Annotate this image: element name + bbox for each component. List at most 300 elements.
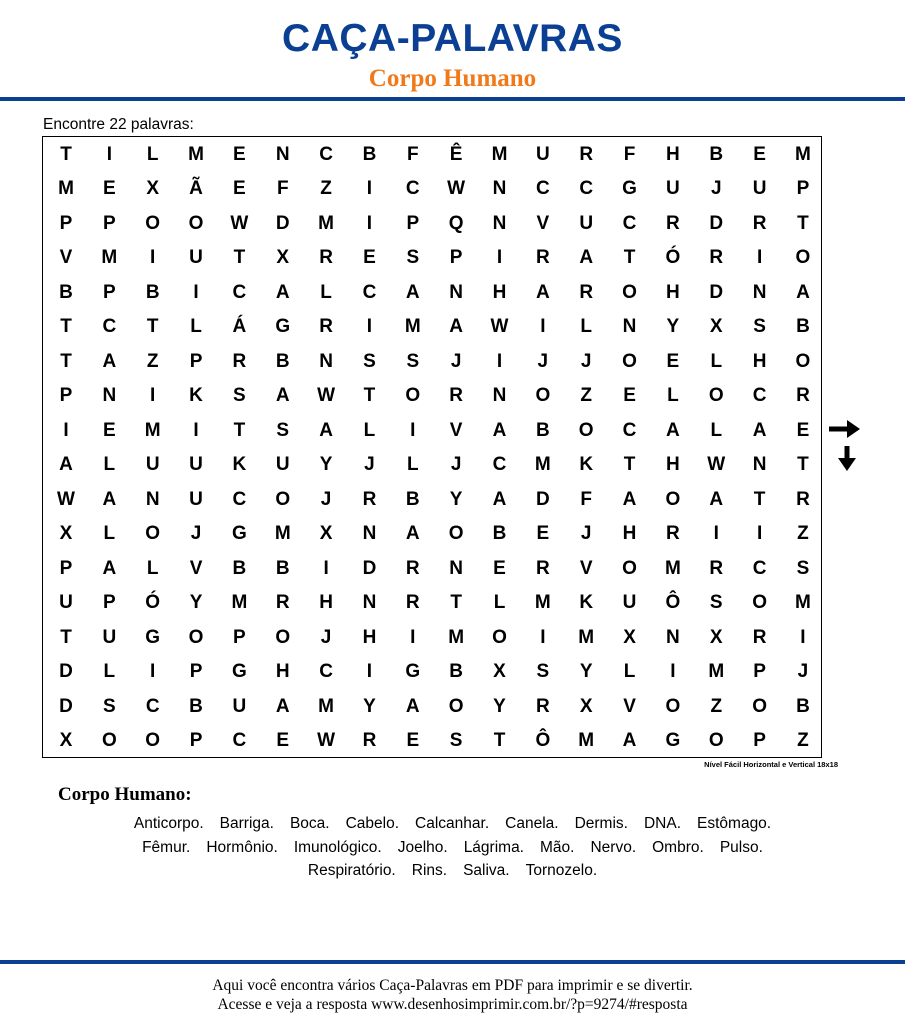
grid-cell: C <box>535 178 550 199</box>
grid-cell: M <box>318 212 334 234</box>
grid-cell: U <box>189 488 203 510</box>
grid-cell: B <box>405 488 420 510</box>
grid-cell: U <box>59 592 73 613</box>
grid-cell: U <box>232 695 247 717</box>
grid-cell: L <box>710 419 723 441</box>
grid-cell: T <box>493 730 506 751</box>
word-list-item: Mão. <box>540 838 575 856</box>
grid-cell: I <box>193 281 199 303</box>
grid-cell: M <box>578 626 595 648</box>
grid-cell: B <box>232 557 247 579</box>
grid-cell: O <box>708 385 724 406</box>
grid-cell: G <box>665 730 681 751</box>
grid-cell: H <box>362 626 377 648</box>
grid-cell: Ã <box>189 178 203 199</box>
grid-cell: O <box>101 730 117 751</box>
grid-cell: M <box>188 143 204 165</box>
grid-cell: P <box>449 247 463 268</box>
grid-cell: C <box>232 488 247 510</box>
grid-cell: G <box>145 626 161 648</box>
grid-cell: W <box>57 488 75 510</box>
grid-cell: R <box>709 247 724 268</box>
grid-cell: A <box>102 557 117 579</box>
grid-cell: S <box>233 385 246 406</box>
grid-cell: H <box>319 592 333 613</box>
grid-cell: I <box>756 247 763 268</box>
grid-cell: I <box>670 661 676 682</box>
grid-cell: T <box>753 488 766 510</box>
grid-cell: U <box>579 212 594 234</box>
grid-cell: Ó <box>145 592 161 613</box>
grid-cell: U <box>275 454 290 475</box>
grid-cell: I <box>150 247 156 268</box>
grid-cell: P <box>796 178 810 199</box>
grid-cell: M <box>491 143 508 165</box>
grid-cell: S <box>276 419 290 441</box>
grid-cell: N <box>275 143 290 165</box>
grid-cell: S <box>363 350 376 372</box>
word-list-item: Fêmur. <box>142 838 191 856</box>
grid-cell: O <box>275 488 291 510</box>
grid-cell: B <box>709 143 724 165</box>
grid-cell: Ô <box>535 730 551 751</box>
grid-cell: P <box>103 592 116 613</box>
grid-cell: L <box>146 143 159 165</box>
grid-cell: E <box>493 557 506 579</box>
grid-cell: O <box>752 592 767 613</box>
grid-cell: S <box>103 695 116 717</box>
grid-cell: M <box>404 316 421 337</box>
grid-cell: A <box>709 488 724 510</box>
grid-cell: J <box>320 626 332 648</box>
grid-cell: O <box>405 385 421 406</box>
grid-cell: A <box>59 454 73 475</box>
grid-cell: N <box>752 454 767 475</box>
grid-cell: U <box>189 454 203 475</box>
grid-cell: O <box>492 626 507 648</box>
grid-cell: S <box>406 247 420 268</box>
grid-cell: E <box>666 350 680 372</box>
grid-cell: V <box>59 247 73 268</box>
grid-cell: Z <box>146 350 159 372</box>
grid-cell: X <box>276 247 290 268</box>
grid-cell: R <box>666 523 680 544</box>
grid-cell: R <box>319 247 333 268</box>
grid-cell: P <box>59 557 73 579</box>
grid-cell: M <box>534 454 551 475</box>
grid-cell: T <box>146 316 159 337</box>
grid-cell: S <box>709 592 723 613</box>
grid-cell: O <box>622 281 637 303</box>
grid-cell: W <box>317 385 336 406</box>
grid-cell: O <box>188 626 204 648</box>
page-title: CAÇA-PALAVRAS <box>282 17 623 60</box>
word-list-item: Hormônio. <box>206 838 278 856</box>
grid-cell: H <box>275 661 290 682</box>
grid-cell: X <box>709 626 723 648</box>
word-list-item: Canela. <box>505 815 559 832</box>
grid-cell: H <box>666 454 680 475</box>
grid-cell: X <box>319 523 333 544</box>
grid-cell: X <box>59 523 73 544</box>
grid-cell: L <box>363 419 376 441</box>
grid-cell: E <box>233 178 246 199</box>
grid-cell: P <box>103 281 116 303</box>
grid-cell: M <box>795 143 811 165</box>
grid-cell: O <box>145 730 161 751</box>
grid-cell: R <box>362 488 377 510</box>
grid-cell: R <box>232 350 247 372</box>
grid-cell: E <box>753 143 766 165</box>
grid-cell: I <box>323 557 329 579</box>
grid-cell: Y <box>189 592 203 613</box>
grid-cell: F <box>623 143 636 165</box>
word-search-grid <box>42 136 822 758</box>
arrow-right-icon <box>829 420 861 438</box>
grid-cell: E <box>406 730 420 751</box>
grid-cell: R <box>535 247 550 268</box>
word-list-item: Joelho. <box>397 838 448 856</box>
grid-cell: X <box>59 730 73 751</box>
grid-cell: O <box>145 212 161 234</box>
grid-cell: E <box>796 419 810 441</box>
grid-cell: O <box>795 350 811 372</box>
grid-cell: I <box>410 626 416 648</box>
grid-cell: R <box>362 730 377 751</box>
grid-cell: O <box>752 695 767 717</box>
grid-cell: M <box>231 592 248 613</box>
grid-cell: Y <box>319 454 333 475</box>
grid-cell: A <box>752 419 767 441</box>
grid-cell: Y <box>493 695 506 717</box>
grid-cell: T <box>797 212 809 234</box>
grid-cell: F <box>276 178 289 199</box>
grid-cell: V <box>579 557 593 579</box>
grid-cell: C <box>752 557 767 579</box>
word-list-item: Anticorpo. <box>133 815 204 832</box>
word-list-item: Imunológico. <box>293 838 382 856</box>
grid-cell: K <box>232 454 247 475</box>
grid-cell: E <box>363 247 376 268</box>
grid-cell: B <box>535 419 550 441</box>
grid-cell: I <box>106 143 112 165</box>
grid-cell: T <box>60 350 72 372</box>
grid-cell: H <box>752 350 767 372</box>
grid-cell: A <box>449 316 463 337</box>
grid-cell: T <box>623 247 636 268</box>
grid-cell: A <box>492 488 507 510</box>
grid-cell: C <box>362 281 377 303</box>
grid-cell: J <box>580 350 592 372</box>
grid-cell: A <box>535 281 550 303</box>
grid-cell: N <box>362 592 377 613</box>
grid-cell: A <box>102 488 117 510</box>
grid-cell: O <box>535 385 551 406</box>
grid-cell: H <box>666 281 680 303</box>
grid-cell: J <box>580 523 592 544</box>
grid-cell: D <box>709 212 724 234</box>
grid-cell: S <box>536 661 550 682</box>
grid-cell: H <box>666 143 680 165</box>
grid-cell: M <box>274 523 291 544</box>
grid-cell: R <box>535 557 550 579</box>
grid-cell: W <box>447 178 466 199</box>
grid-cell: B <box>275 350 290 372</box>
grid-cell: J <box>450 350 462 372</box>
top-divider <box>0 97 905 101</box>
word-list-item: Lágrima. <box>463 838 524 856</box>
word-list-line <box>60 836 845 860</box>
word-list-item: Dermis. <box>574 815 628 832</box>
grid-cell: T <box>60 316 72 337</box>
grid-cell: T <box>363 385 376 406</box>
grid-cell: P <box>59 385 73 406</box>
word-list-item: Saliva. <box>463 862 510 879</box>
grid-cell: Z <box>797 523 809 544</box>
grid-cell: M <box>664 557 681 579</box>
grid-cell: V <box>536 212 550 234</box>
grid-cell: U <box>622 592 637 613</box>
word-list-item: Rins. <box>411 862 448 879</box>
grid-cell: T <box>450 592 462 613</box>
grid-cell: P <box>753 661 766 682</box>
grid-cell: M <box>58 178 74 199</box>
grid-cell: X <box>579 695 593 717</box>
grid-cell: G <box>622 178 637 199</box>
grid-cell: I <box>366 212 373 234</box>
grid-cell: A <box>492 419 507 441</box>
grid-cell: U <box>189 247 203 268</box>
grid-cell: P <box>406 212 420 234</box>
grid-cell: I <box>800 626 806 648</box>
grid-cell: O <box>795 247 811 268</box>
grid-cell: N <box>449 557 463 579</box>
grid-cell: R <box>579 281 594 303</box>
grid-cell: J <box>797 661 809 682</box>
grid-cell: Á <box>232 316 247 337</box>
grid-cell: A <box>405 523 420 544</box>
grid-cell: K <box>579 454 594 475</box>
grid-cell: X <box>709 316 723 337</box>
grid-cell: R <box>666 212 680 234</box>
grid-cell: N <box>362 523 377 544</box>
grid-cell: P <box>189 730 203 751</box>
grid-cell: S <box>449 730 463 751</box>
grid-cell: G <box>275 316 291 337</box>
word-list-item: Barriga. <box>219 815 274 832</box>
grid-cell: Z <box>580 385 592 406</box>
grid-cell: L <box>493 592 506 613</box>
grid-cell: T <box>233 419 246 441</box>
grid-cell: J <box>450 454 462 475</box>
grid-cell: H <box>492 281 507 303</box>
grid-cell: L <box>103 661 116 682</box>
grid-cell: I <box>193 419 199 441</box>
grid-cell: O <box>665 695 681 717</box>
grid-cell: T <box>60 143 72 165</box>
grid-cell: B <box>796 695 810 717</box>
grid-cell: C <box>232 730 247 751</box>
grid-cell: O <box>622 557 637 579</box>
grid-cell: R <box>752 626 767 648</box>
grid-cell: A <box>666 419 680 441</box>
grid-cell: O <box>448 523 464 544</box>
grid-cell: A <box>275 281 290 303</box>
grid-cell: I <box>540 316 546 337</box>
grid-cell: P <box>753 730 766 751</box>
word-list-line <box>60 859 845 883</box>
grid-cell: I <box>540 626 546 648</box>
grid-cell: V <box>189 557 203 579</box>
grid-cell: T <box>60 626 72 648</box>
grid-cell: L <box>190 316 202 337</box>
grid-cell: P <box>233 626 246 648</box>
grid-cell: I <box>366 316 373 337</box>
grid-cell: O <box>188 212 204 234</box>
grid-cell: N <box>319 350 333 372</box>
grid-cell: A <box>796 281 810 303</box>
grid-cell: C <box>622 419 637 441</box>
grid-cell: R <box>796 488 810 510</box>
grid-cell: M <box>318 695 334 717</box>
grid-cell: I <box>496 350 503 372</box>
grid-cell: B <box>492 523 507 544</box>
word-list-heading: Corpo Humano: <box>58 784 192 805</box>
grid-cell: C <box>145 695 160 717</box>
grid-cell: O <box>448 695 464 717</box>
grid-cell: S <box>796 557 810 579</box>
grid-cell: L <box>320 281 332 303</box>
instructions-text: Encontre 22 palavras: <box>43 116 194 133</box>
grid-cell: F <box>406 143 419 165</box>
grid-cell: G <box>232 661 247 682</box>
grid-cell: Y <box>579 661 593 682</box>
grid-cell: U <box>666 178 680 199</box>
grid-cell: P <box>59 212 73 234</box>
grid-cell: D <box>709 281 724 303</box>
word-list-line <box>60 812 845 836</box>
grid-cell: C <box>102 316 117 337</box>
grid-cell: R <box>709 557 724 579</box>
grid-cell: N <box>622 316 637 337</box>
grid-cell: Z <box>710 695 723 717</box>
grid-cell: A <box>405 281 420 303</box>
grid-cell: N <box>492 178 507 199</box>
grid-cell: I <box>366 661 373 682</box>
grid-cell: G <box>232 523 247 544</box>
grid-cell: M <box>578 730 595 751</box>
grid-cell: M <box>144 419 161 441</box>
grid-cell: Ê <box>449 143 463 165</box>
word-list-item: Estômago. <box>697 815 772 832</box>
grid-cell: L <box>406 454 419 475</box>
grid-cell: C <box>752 385 767 406</box>
grid-cell: R <box>796 385 810 406</box>
grid-cell: B <box>145 281 160 303</box>
grid-cell: W <box>707 454 726 475</box>
grid-cell: V <box>623 695 636 717</box>
grid-cell: Ô <box>665 592 681 613</box>
grid-cell: S <box>753 316 766 337</box>
grid-cell: D <box>59 661 73 682</box>
grid-cell: L <box>580 316 592 337</box>
grid-cell: M <box>448 626 465 648</box>
word-list-item: Nervo. <box>590 838 637 856</box>
grid-cell: L <box>623 661 636 682</box>
grid-cell: D <box>535 488 550 510</box>
grid-cell: R <box>405 557 420 579</box>
grid-cell: I <box>756 523 763 544</box>
grid-cell: A <box>579 247 594 268</box>
grid-cell: O <box>145 523 161 544</box>
grid-cell: L <box>103 454 116 475</box>
grid-cell: M <box>708 661 725 682</box>
grid-cell: Z <box>320 178 332 199</box>
grid-cell: U <box>145 454 160 475</box>
word-list <box>60 812 845 883</box>
grid-cell: J <box>710 178 722 199</box>
grid-cell: Ó <box>665 247 681 268</box>
grid-cell: R <box>752 212 767 234</box>
grid-cell: L <box>710 350 723 372</box>
grid-cell: F <box>580 488 592 510</box>
grid-cell: J <box>190 523 202 544</box>
grid-cell: Z <box>797 730 809 751</box>
grid-cell: M <box>534 592 551 613</box>
grid-cell: T <box>797 454 809 475</box>
grid-cell: J <box>537 350 549 372</box>
grid-cell: K <box>579 592 594 613</box>
grid-cell: D <box>59 695 73 717</box>
grid-cell: C <box>405 178 420 199</box>
grid-cell: A <box>622 730 637 751</box>
grid-cell: R <box>319 316 333 337</box>
grid-cell: S <box>406 350 420 372</box>
grid-cell: P <box>189 661 203 682</box>
grid-cell: O <box>578 419 594 441</box>
grid-cell: U <box>102 626 117 648</box>
grid-cell: M <box>101 247 118 268</box>
grid-cell: A <box>275 695 290 717</box>
bottom-divider <box>0 960 905 964</box>
grid-cell: E <box>276 730 290 751</box>
grid-cell: I <box>713 523 719 544</box>
grid-cell: N <box>666 626 680 648</box>
grid-cell: C <box>319 661 333 682</box>
grid-cell: B <box>275 557 290 579</box>
grid-cell: U <box>535 143 550 165</box>
word-list-item: Respiratório. <box>307 862 396 879</box>
grid-cell: Y <box>363 695 376 717</box>
grid-cell: H <box>622 523 637 544</box>
grid-cell: N <box>449 281 463 303</box>
grid-cell: X <box>623 626 636 648</box>
grid-cell: R <box>579 143 594 165</box>
grid-cell: K <box>189 385 203 406</box>
grid-cell: W <box>230 212 249 234</box>
grid-cell: I <box>63 419 69 441</box>
grid-cell: V <box>449 419 463 441</box>
page-subtitle: Corpo Humano <box>368 65 537 92</box>
grid-cell: L <box>667 385 679 406</box>
grid-cell: T <box>233 247 246 268</box>
grid-cell: M <box>795 592 811 613</box>
grid-cell: I <box>366 178 373 199</box>
grid-cell: A <box>319 419 333 441</box>
grid-cell: B <box>59 281 73 303</box>
grid-cell: D <box>362 557 377 579</box>
grid-cell: O <box>665 488 681 510</box>
